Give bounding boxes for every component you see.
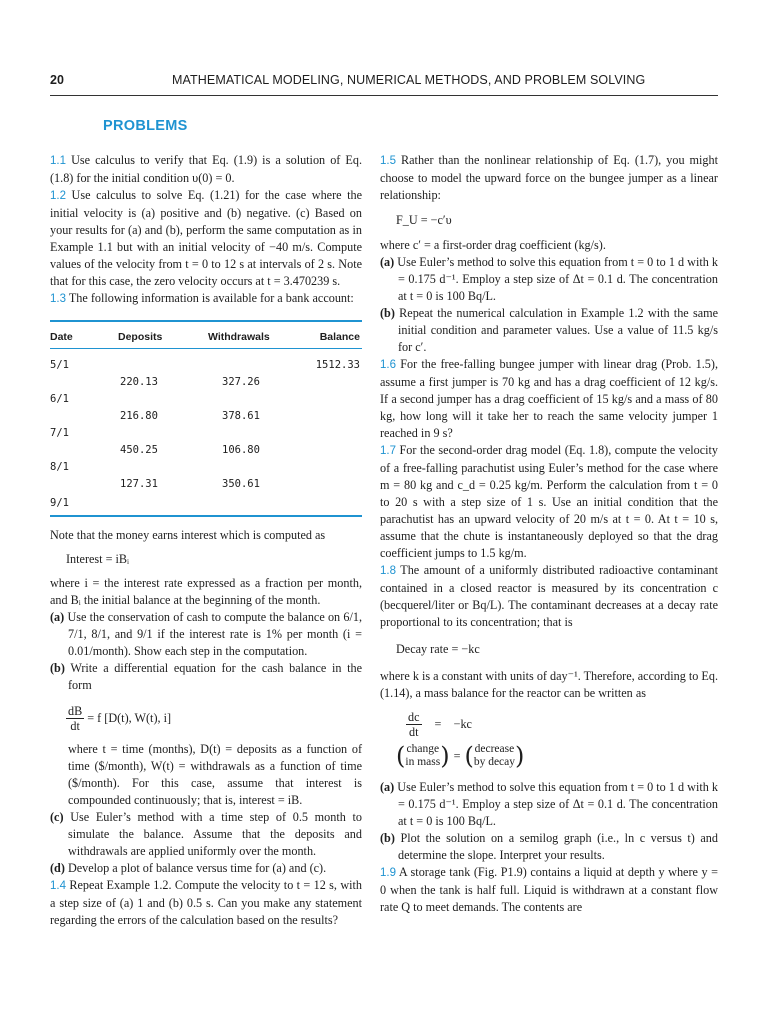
problem-text: Repeat Example 1.2. Compute the velocity to t = 12 s, with a step size of (a) 1 and (b) 0.5 s. Can you make any statement regarding the errors of the calculation based on the results? xyxy=(50,878,362,927)
word-equals: = xyxy=(453,748,461,763)
part-text: Use Euler’s method to solve this equation from t = 0 to 1 d with k = 0.175 d⁻¹. Employ a step size of Δt = 0.1 d. The concentration at t = 0 is 100 Bq/L. xyxy=(394,780,718,828)
part-label: (a) xyxy=(380,780,395,794)
problem-text: The amount of a uniformly distributed radioactive contaminant contained in a closed reactor is measured by its concentration c (becquerel/liter or Bq/L). The contaminant decreases at a decay rate proportional to its concentration; that is xyxy=(380,563,718,629)
differential-equation xyxy=(50,704,362,733)
withdrawal-cell: 327.26 xyxy=(222,376,260,388)
problem-number: 1.1 xyxy=(50,155,66,167)
part-label: (d) xyxy=(50,861,65,875)
part-text: Develop a plot of balance versus time for (a) and (c). xyxy=(64,861,327,875)
part-text: Write a differential equation for the cash balance in the form xyxy=(64,661,362,692)
problem-1-4 xyxy=(50,877,362,929)
part-d xyxy=(50,860,362,877)
word-line: decrease xyxy=(474,743,515,755)
part-text: Use Euler’s method to solve this equation from t = 0 to 1 d with k = 0.175 d⁻¹. Employ a step size of Δt = 0.1 d. The concentration at t = 0 is 100 Bq/L. xyxy=(394,255,718,303)
withdrawal-cell: 378.61 xyxy=(222,410,260,422)
withdrawal-cell: 350.61 xyxy=(222,478,260,490)
part-a xyxy=(50,609,362,660)
mass-balance-equation xyxy=(380,710,718,771)
problem-number: 1.8 xyxy=(380,565,396,577)
part-b xyxy=(380,830,718,864)
problem-number: 1.2 xyxy=(50,190,66,202)
page-number: 20 xyxy=(50,73,64,87)
col-header-balance: Balance xyxy=(319,331,360,343)
fraction-denominator: dt xyxy=(409,725,419,739)
fraction xyxy=(406,710,422,739)
part-c xyxy=(50,809,362,860)
balance-cell: 1512.33 xyxy=(315,359,360,371)
deposit-cell: 216.80 xyxy=(120,410,158,422)
problem-text: Use calculus to solve Eq. (1.21) for the case where the initial velocity is (a) positive and (b) negative. (c) Based on your results for (a) and (b), perform the same computation as in Example 1.1 but with an initial velocity of −40 m/s. Compute values of the velocity from t = 0 to 12 s at intervals of 2 s. Note that for this case, the zero velocity occurs at t = 3.470239 s. xyxy=(50,188,362,288)
problem-1-3 xyxy=(50,290,362,308)
word-group-change xyxy=(405,743,440,769)
decay-rate-equation: Decay rate = −kc xyxy=(396,642,480,656)
section-title: PROBLEMS xyxy=(103,118,188,134)
problem-number: 1.9 xyxy=(380,867,396,879)
problem-number: 1.7 xyxy=(380,445,396,457)
running-title: MATHEMATICAL MODELING, NUMERICAL METHODS, AND PROBLEM SOLVING xyxy=(172,73,646,87)
linear-force-equation: F_U = −c′υ xyxy=(396,213,452,227)
drag-coefficient-definition: where c′ = a first-order drag coefficient (kg/s). xyxy=(380,238,606,252)
part-label: (a) xyxy=(380,255,395,269)
problem-number: 1.3 xyxy=(50,293,66,305)
problem-number: 1.4 xyxy=(50,880,66,892)
interest-equation: Interest = iBᵢ xyxy=(66,552,130,566)
table-bottom-rule xyxy=(50,515,362,517)
part-text: Use Euler’s method with a time step of 0.5 month to simulate the balance. Assume that the deposits and withdrawals are applied uniformly over the month. xyxy=(63,810,362,858)
fraction-denominator: dt xyxy=(70,719,80,733)
right-column xyxy=(380,152,718,916)
part-b xyxy=(50,660,362,694)
fraction-numerator: dB xyxy=(68,704,83,718)
part-a xyxy=(380,779,718,830)
right-paren: ) xyxy=(515,742,525,770)
problem-1-6 xyxy=(380,356,718,442)
running-header xyxy=(50,72,718,92)
part-text: Plot the solution on a semilog graph (i.e., ln c versus t) and determine the slope. Interpret your results. xyxy=(394,831,718,862)
part-text: Repeat the numerical calculation in Example 1.2 with the same initial condition and parameter values. Use a value of 11.5 kg/s for c′. xyxy=(394,306,718,354)
word-line: by decay xyxy=(473,756,516,768)
right-paren: ) xyxy=(440,742,450,770)
date-cell: 5/1 xyxy=(50,359,69,371)
part-a xyxy=(380,254,718,305)
date-cell: 7/1 xyxy=(50,427,69,439)
part-text: Use the conservation of cash to compute the balance on 6/1, 7/1, 8/1, and 9/1 if the interest rate is 1% per month (i = 0.01/month). Show each step in the computation. xyxy=(64,610,362,658)
deposit-cell: 220.13 xyxy=(120,376,158,388)
date-cell: 8/1 xyxy=(50,461,69,473)
fraction-numerator: dc xyxy=(408,710,420,724)
problem-1-9 xyxy=(380,864,718,916)
part-label: (b) xyxy=(380,306,395,320)
problem-text: The following information is available for a bank account: xyxy=(66,291,354,305)
word-group-decay xyxy=(474,743,515,769)
problem-text: Rather than the nonlinear relationship of Eq. (1.7), you might choose to model the upward force on the bungee jumper as a linear relationship: xyxy=(380,153,718,202)
fraction xyxy=(66,704,84,733)
problem-text: A storage tank (Fig. P1.9) contains a liquid at depth y where y = 0 when the tank is half full. Liquid is withdrawn at a constant flow rate Q to meet demands. The contents are xyxy=(380,865,718,914)
part-label: (b) xyxy=(50,661,65,675)
problem-1-2 xyxy=(50,187,362,290)
part-label: (a) xyxy=(50,610,65,624)
deposit-cell: 450.25 xyxy=(120,444,158,456)
part-b-definitions: where t = time (months), D(t) = deposits as a function of time ($/month), W(t) = withdrawals as a function of time ($/month). For this case, assume that interest is compounded continuously; that is, interest = iB. xyxy=(68,742,362,807)
decay-constant-definition: where k is a constant with units of day⁻¹. Therefore, according to Eq. (1.14), a mass balance for the reactor can be written as xyxy=(380,669,718,700)
word-equation xyxy=(396,741,718,771)
problem-1-1 xyxy=(50,152,362,187)
problem-1-7 xyxy=(380,442,718,562)
col-header-deposits: Deposits xyxy=(118,331,163,343)
left-column xyxy=(50,152,362,929)
header-rule xyxy=(50,95,718,96)
table-body xyxy=(50,349,362,509)
date-cell: 9/1 xyxy=(50,497,69,509)
problem-number: 1.5 xyxy=(380,155,396,167)
col-header-date: Date xyxy=(50,331,73,343)
problem-number: 1.6 xyxy=(380,359,396,371)
col-header-withdrawals: Withdrawals xyxy=(208,331,270,343)
table-header-row xyxy=(50,322,362,344)
bank-account-table xyxy=(50,320,362,517)
part-label: (c) xyxy=(50,810,64,824)
left-paren: ( xyxy=(464,742,474,770)
part-label: (b) xyxy=(380,831,395,845)
word-line: in mass xyxy=(405,756,441,768)
problem-text: For the free-falling bungee jumper with linear drag (Prob. 1.5), assume a first jumper is 70 kg and has a drag coefficient of 12 kg/s. If a second jumper has a drag coefficient of 15 kg/s and a mass of 80 kg, how long will it take her to reach the same velocity jumper 1 reached in 9 s? xyxy=(380,357,718,440)
word-line: change xyxy=(406,743,440,755)
part-b xyxy=(380,305,718,356)
deposit-cell: 127.31 xyxy=(120,478,158,490)
problem-text: Use calculus to verify that Eq. (1.9) is a solution of Eq. (1.8) for the initial condition υ(0) = 0. xyxy=(50,153,362,185)
interest-definition: where i = the interest rate expressed as a fraction per month, and Bᵢ the initial balance at the beginning of the month. xyxy=(50,576,362,607)
interest-note: Note that the money earns interest which is computed as xyxy=(50,528,326,542)
equation-rhs: = f [D(t), W(t), i] xyxy=(87,711,172,725)
left-paren: ( xyxy=(396,742,406,770)
equation-rhs: = −kc xyxy=(434,717,472,731)
problem-1-8 xyxy=(380,562,718,631)
withdrawal-cell: 106.80 xyxy=(222,444,260,456)
problem-text: For the second-order drag model (Eq. 1.8), compute the velocity of a free-falling parachutist using Euler’s method for the case where m = 80 kg and c_d = 0.25 kg/m. Perform the calculation from t = 0 to 20 s with a step size of 1 s. Use an initial condition that the parachutist has an upward velocity of 20 m/s at t = 0. At t = 10 s, assume that the chute is instantaneously deployed so that the drag coefficient jumps to 1.5 kg/m. xyxy=(380,443,718,560)
problem-1-5 xyxy=(380,152,718,204)
date-cell: 6/1 xyxy=(50,393,69,405)
